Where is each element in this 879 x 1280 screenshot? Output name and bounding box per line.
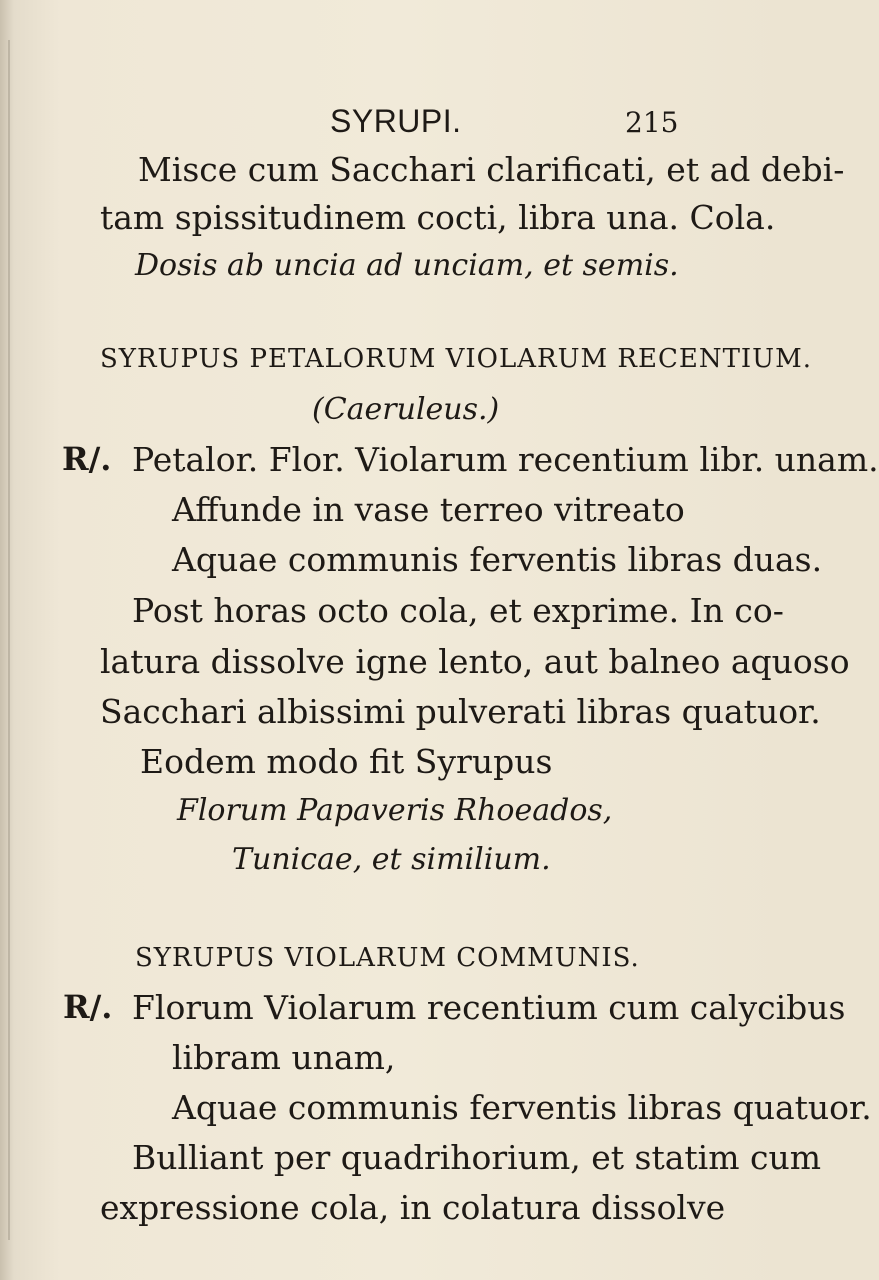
- recipe1-rx-symbol: R/.: [62, 440, 112, 478]
- recipe1-line-3: Aquae communis ferventis libras duas.: [172, 540, 823, 579]
- recipe1-italic-line-1: Florum Papaveris Rhoeados,: [177, 793, 613, 828]
- intro-line-1: Misce cum Sacchari clarificati, et ad debi-: [138, 150, 845, 189]
- intro-line-2: tam spissitudinem cocti, libra una. Cola.: [100, 198, 776, 237]
- recipe2-line-2: libram unam,: [172, 1038, 396, 1077]
- recipe1-line-2: Affunde in vase terreo vitreato: [172, 490, 685, 529]
- recipe1-line-4: Post horas octo cola, et exprime. In co-: [132, 591, 784, 630]
- recipe2-title: SYRUPUS VIOLARUM COMMUNIS.: [135, 943, 640, 973]
- recipe2-line-5: expressione cola, in colatura dissolve: [100, 1188, 726, 1227]
- recipe2-rx-symbol: R/.: [63, 988, 113, 1026]
- page-gutter: [8, 40, 10, 1240]
- recipe2-line-4: Bulliant per quadrihorium, et statim cum: [132, 1138, 822, 1177]
- recipe1-italic-line-2: Tunicae, et similium.: [232, 842, 551, 877]
- recipe2-line-1: Florum Violarum recentium cum calycibus: [132, 988, 846, 1027]
- recipe1-subtitle: (Caeruleus.): [312, 392, 500, 427]
- recipe1-line-5: latura dissolve igne lento, aut balneo aquoso: [100, 642, 850, 681]
- recipe1-line-7: Eodem modo fit Syrupus: [140, 742, 553, 781]
- page-number: 215: [625, 106, 679, 139]
- recipe2-line-3: Aquae communis ferventis libras quatuor.: [172, 1088, 872, 1127]
- dosis-line: Dosis ab uncia ad unciam, et semis.: [135, 248, 679, 283]
- running-head: SYRUPI.: [330, 103, 462, 139]
- recipe1-title: SYRUPUS PETALORUM VIOLARUM RECENTIUM.: [100, 344, 812, 374]
- recipe1-line-1: Petalor. Flor. Violarum recentium libr. unam.: [132, 440, 879, 479]
- recipe1-line-6: Sacchari albissimi pulverati libras quatuor.: [100, 692, 821, 731]
